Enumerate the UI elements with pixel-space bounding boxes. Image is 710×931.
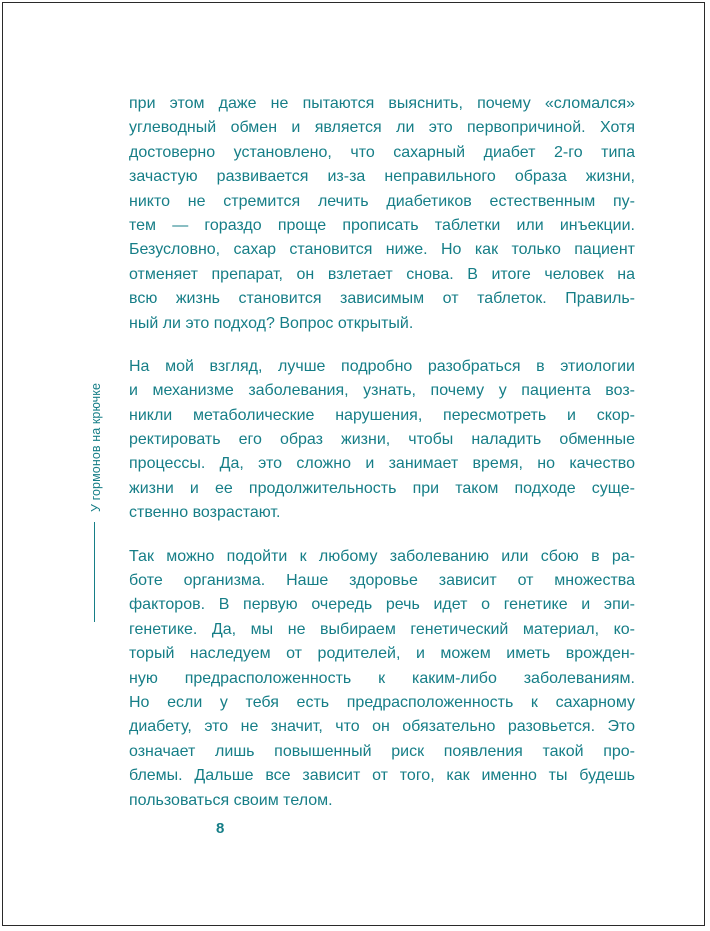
text-line: ректировать его образ жизни, чтобы наладить обменные [129, 431, 635, 449]
text-line: никли метаболические нарушения, пересмотреть и скор- [129, 406, 635, 424]
text-line: факторов. В первую очередь речь идет о генетике и эпи- [129, 596, 635, 614]
running-title-rule [94, 522, 95, 622]
text-line: углеводный обмен и является ли это первопричиной. Хотя [129, 119, 635, 137]
text-line: зачастую развивается из-за неправильного образа жизни, [129, 168, 635, 186]
running-title: У гормонов на крючке [89, 382, 103, 512]
text-line: жизни и ее продолжительность при таком подходе суще- [129, 479, 635, 497]
text-line: торый наследуем от родителей, и можем иметь врожден- [129, 645, 635, 663]
text-line: ственно возрастают. [129, 504, 281, 522]
text-line: Так можно подойти к любому заболеванию или сбою в ра- [129, 547, 635, 565]
text-line: пользоваться своим телом. [129, 791, 333, 809]
text-line: тем — гораздо проще прописать таблетки или инъекции. [129, 216, 635, 234]
page-number: 8 [216, 820, 225, 837]
text-line: и механизме заболевания, узнать, почему у пациента воз- [129, 382, 635, 400]
text-line: процессы. Да, это сложно и занимает время, но качество [129, 455, 635, 473]
text-line: диабету, это не значит, что он обязательно разовьется. Это [129, 718, 635, 736]
paragraph-3 [129, 545, 635, 813]
text-line: всю жизнь становится зависимым от таблеток. Правиль- [129, 290, 635, 308]
text-line: боте организма. Наше здоровье зависит от множества [129, 572, 635, 590]
text-line: достоверно установлено, что сахарный диабет 2-го типа [129, 143, 635, 161]
text-line: ный ли это подход? Вопрос открытый. [129, 314, 414, 332]
text-line: генетике. Да, мы не выбираем генетический материал, ко- [129, 620, 635, 638]
paragraph-1 [129, 92, 635, 336]
text-line: ную предрасположенность к каким-либо заболеваниям. [129, 669, 635, 687]
text-line: никто не стремится лечить диабетиков естественным пу- [129, 192, 635, 210]
text-line: при этом даже не пытаются выяснить, почему «сломался» [129, 95, 635, 112]
text-line: блемы. Дальше все зависит от того, как именно ты будешь [129, 767, 635, 785]
text-line: На мой взгляд, лучше подробно разобраться в этиологии [129, 357, 635, 375]
text-line: отменяет препарат, он взлетает снова. В итоге человек на [129, 265, 635, 283]
paragraph-2 [129, 355, 635, 526]
text-line: Но если у тебя есть предрасположенность к сахарному [129, 693, 635, 711]
body-text [129, 92, 635, 832]
text-line: означает лишь повышенный риск появления такой про- [129, 742, 635, 760]
text-line: Безусловно, сахар становится ниже. Но как только пациент [129, 241, 635, 259]
